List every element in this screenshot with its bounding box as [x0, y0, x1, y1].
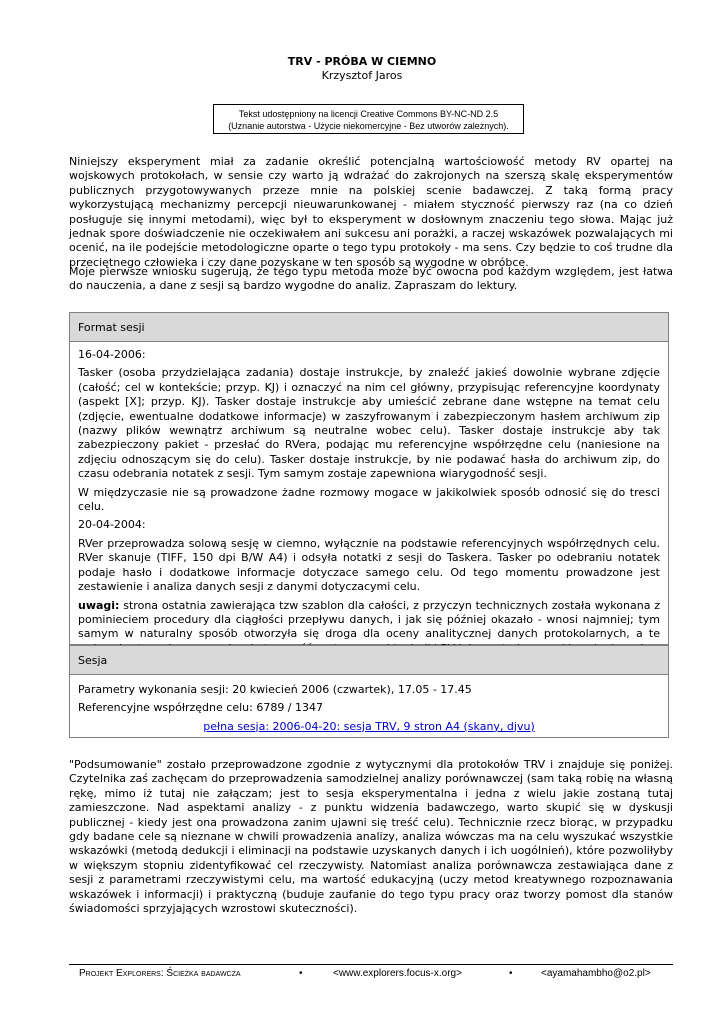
- license-line-1: Tekst udostępniony na licencji Creative Commons BY-NC-ND 2.5: [238, 109, 499, 119]
- format-note-label: uwagi:: [78, 598, 120, 612]
- intro-paragraph: Niniejszy eksperyment miał za zadanie określić potencjalną wartościowość metody RV opartej na wojskowych protokołach, w sensie czy warto ją wdrażać do zakrojonych na szerszą skalę eksperymentów publicznych przygotowywanych przeze mnie na polskiej scenie badawczej. Z taką formą pracy wykorzystującą mechanizmy percepcji nieuwarunkowanej - miałem styczność pierwszy raz (na co dzień posługuje się innymi metodami), więc był to eksperyment w dosłownym znaczeniu tego słowa. Mając już jednak spore doświadczenie nie oczekiwałem ani sukcesu ani porażki, a raczej wskazówek pozwalających mi ocenić, na ile podejście metodologiczne oparte o tego typu protokoły - ma sens. Czy będzie to coś trudne dla przeciętnego człowieka i czy dane pozyskane w ten sposób są wygodne w obróbce.: [69, 155, 673, 269]
- format-section: [69, 312, 669, 645]
- license-box: [213, 104, 524, 134]
- license-line-2: (Uznanie autorstwa - Użycie niekomercyjne - Bez utworów zależnych).: [228, 121, 509, 131]
- footer-project: Projekt Explorers: Ścieżka badawcza: [79, 968, 241, 979]
- format-date-2: 20-04-2004:: [78, 518, 146, 532]
- format-section-body: [70, 342, 668, 664]
- footer-bullet-2: •: [509, 968, 513, 979]
- session-section-body: [70, 675, 668, 738]
- session-params: Parametry wykonania sesji: 20 kwiecień 2006 (czwartek), 17.05 - 17.45: [78, 683, 472, 696]
- intro-paragraph-2: Moje pierwsze wniosku sugerują, że tego typu metoda może być owocna pod każdym względem, jest łatwa do nauczenia, a dane z sesji są bardzo wygodne do analiz. Zapraszam do lektury.: [69, 265, 673, 293]
- session-coords: Referencyjne współrzędne celu: 6789 / 1347: [78, 701, 324, 715]
- document-title: TRV - PRÓBA W CIEMNO: [287, 55, 437, 68]
- format-paragraph-3: RVer przeprowadza solową sesję w ciemno, wyłącznie na podstawie referencyjnych współrzędnych celu. RVer skanuje (TIFF, 150 dpi B/W A4) i odsyła notatki z sesji do Taskera. Tasker po odebraniu notatek podaje hasło i dodatkowe informacje dotyczace samego celu. Od tego momentu prowadzone jest zestawienie i analiza danych sesji z danymi dotyczacymi celu.: [78, 536, 660, 594]
- session-section: [69, 645, 669, 738]
- format-date-1: 16-04-2006:: [78, 348, 146, 361]
- footer-bullet-1: •: [299, 968, 303, 979]
- footer-website-link[interactable]: <www.explorers.focus-x.org>: [333, 968, 462, 979]
- format-paragraph-2: W międzyczasie nie są prowadzone żadne rozmowy mogace w jakikolwiek sposób odnosić się do tresci celu.: [78, 485, 660, 514]
- format-section-heading: Format sesji: [70, 313, 668, 342]
- session-section-heading: Sesja: [70, 646, 668, 675]
- footer-divider: [69, 964, 673, 965]
- footer-email-link[interactable]: <ayamahambho@o2.pl>: [541, 968, 651, 979]
- format-paragraph-1: Tasker (osoba przydzielająca zadania) dostaje instrukcje, by znaleźć jakieś dowolnie wybrane zdjęcie (całość; cel w kontekście; przyp. KJ) i oznaczyć na nim cel główny, przypisując referencyjne koordynaty (aspekt [X]; przyp. KJ). Tasker dostaje instrukcje aby umieścić zebrane dane wstępne na temat celu (zdjęcie, ewentualne dodatkowe informacje) w zaszyfrowanym i zabezpieczonym hasłem archiwum zip (nazwy plików wewnątrz archiwum są neutralne wobec celu). Tasker dostaje instrukcje aby tak zabezpieczony pakiet - przesłać do RVera, podając mu referencyjne współrzędne celu (naniesione na zdjęciu odnoszącym się do celu). Tasker dostaje instrukcje, by nie podawać hasła do archiwum zip, do czasu odebrania notatek z sesji. Tym samym zostaje zapewniona wiarygodność sesji.: [78, 366, 660, 481]
- full-session-link[interactable]: pełna sesja: 2006-04-20: sesja TRV, 9 stron A4 (skany, djvu): [203, 719, 535, 733]
- summary-paragraph: "Podsumowanie" zostało przeprowadzone zgodnie z wytycznymi dla protokołów TRV i znajduje się poniżej. Czytelnika zaś zachęcam do przeprowadzenia samodzielnej analizy porównawczej (sam taką robię na własną rękę, mimo iż tutaj nie załączam; jest to sesja eksperymentalna i jedna z wielu jakie zostaną tutaj zamieszczone. Nad aspektami analizy - z punktu widzenia badawczego, warto skupić się w dyskusji publicznej - kiedy jest ona prowadzona zanim ujawni się treść celu). Technicznie rzecz biorąc, w przypadku gdy badane cele są nieznane w chwili prowadzenia analizy, analiza wówczas ma na celu wyszukać wszystkie wskazówki (metodą dedukcji i eliminacji na podstawie uzyskanych danych i ich uogólnień), które pozwoliłyby w większym stopniu zidentyfikować cel rzeczywisty. Natomiast analiza porównawcza zestawiająca dane z sesji z parametrami rzeczywistymi celu, ma wartość edukacyjną (uczy metod kreatywnego rozpoznawania wskazówek i informacji) i praktyczną (buduje zaufanie do tego typu pracy oraz tworzy pomost dla stanów świadomości sprzyjających wzrostowi skuteczności).: [69, 758, 673, 916]
- document-author: Krzysztof Jaros: [321, 69, 403, 82]
- format-note-text: strona ostatnia zawierająca tzw szablon dla całości, z przyczyn technicznych została wykonana z pominieciem procedury dla ciągłości przepływu danych, i jak się później okazało - wnosi najmniej; tym samym w naturalny sposób otworzyła się droga dla oceny analitycznej danych protokolarnych, a te: [78, 598, 660, 641]
